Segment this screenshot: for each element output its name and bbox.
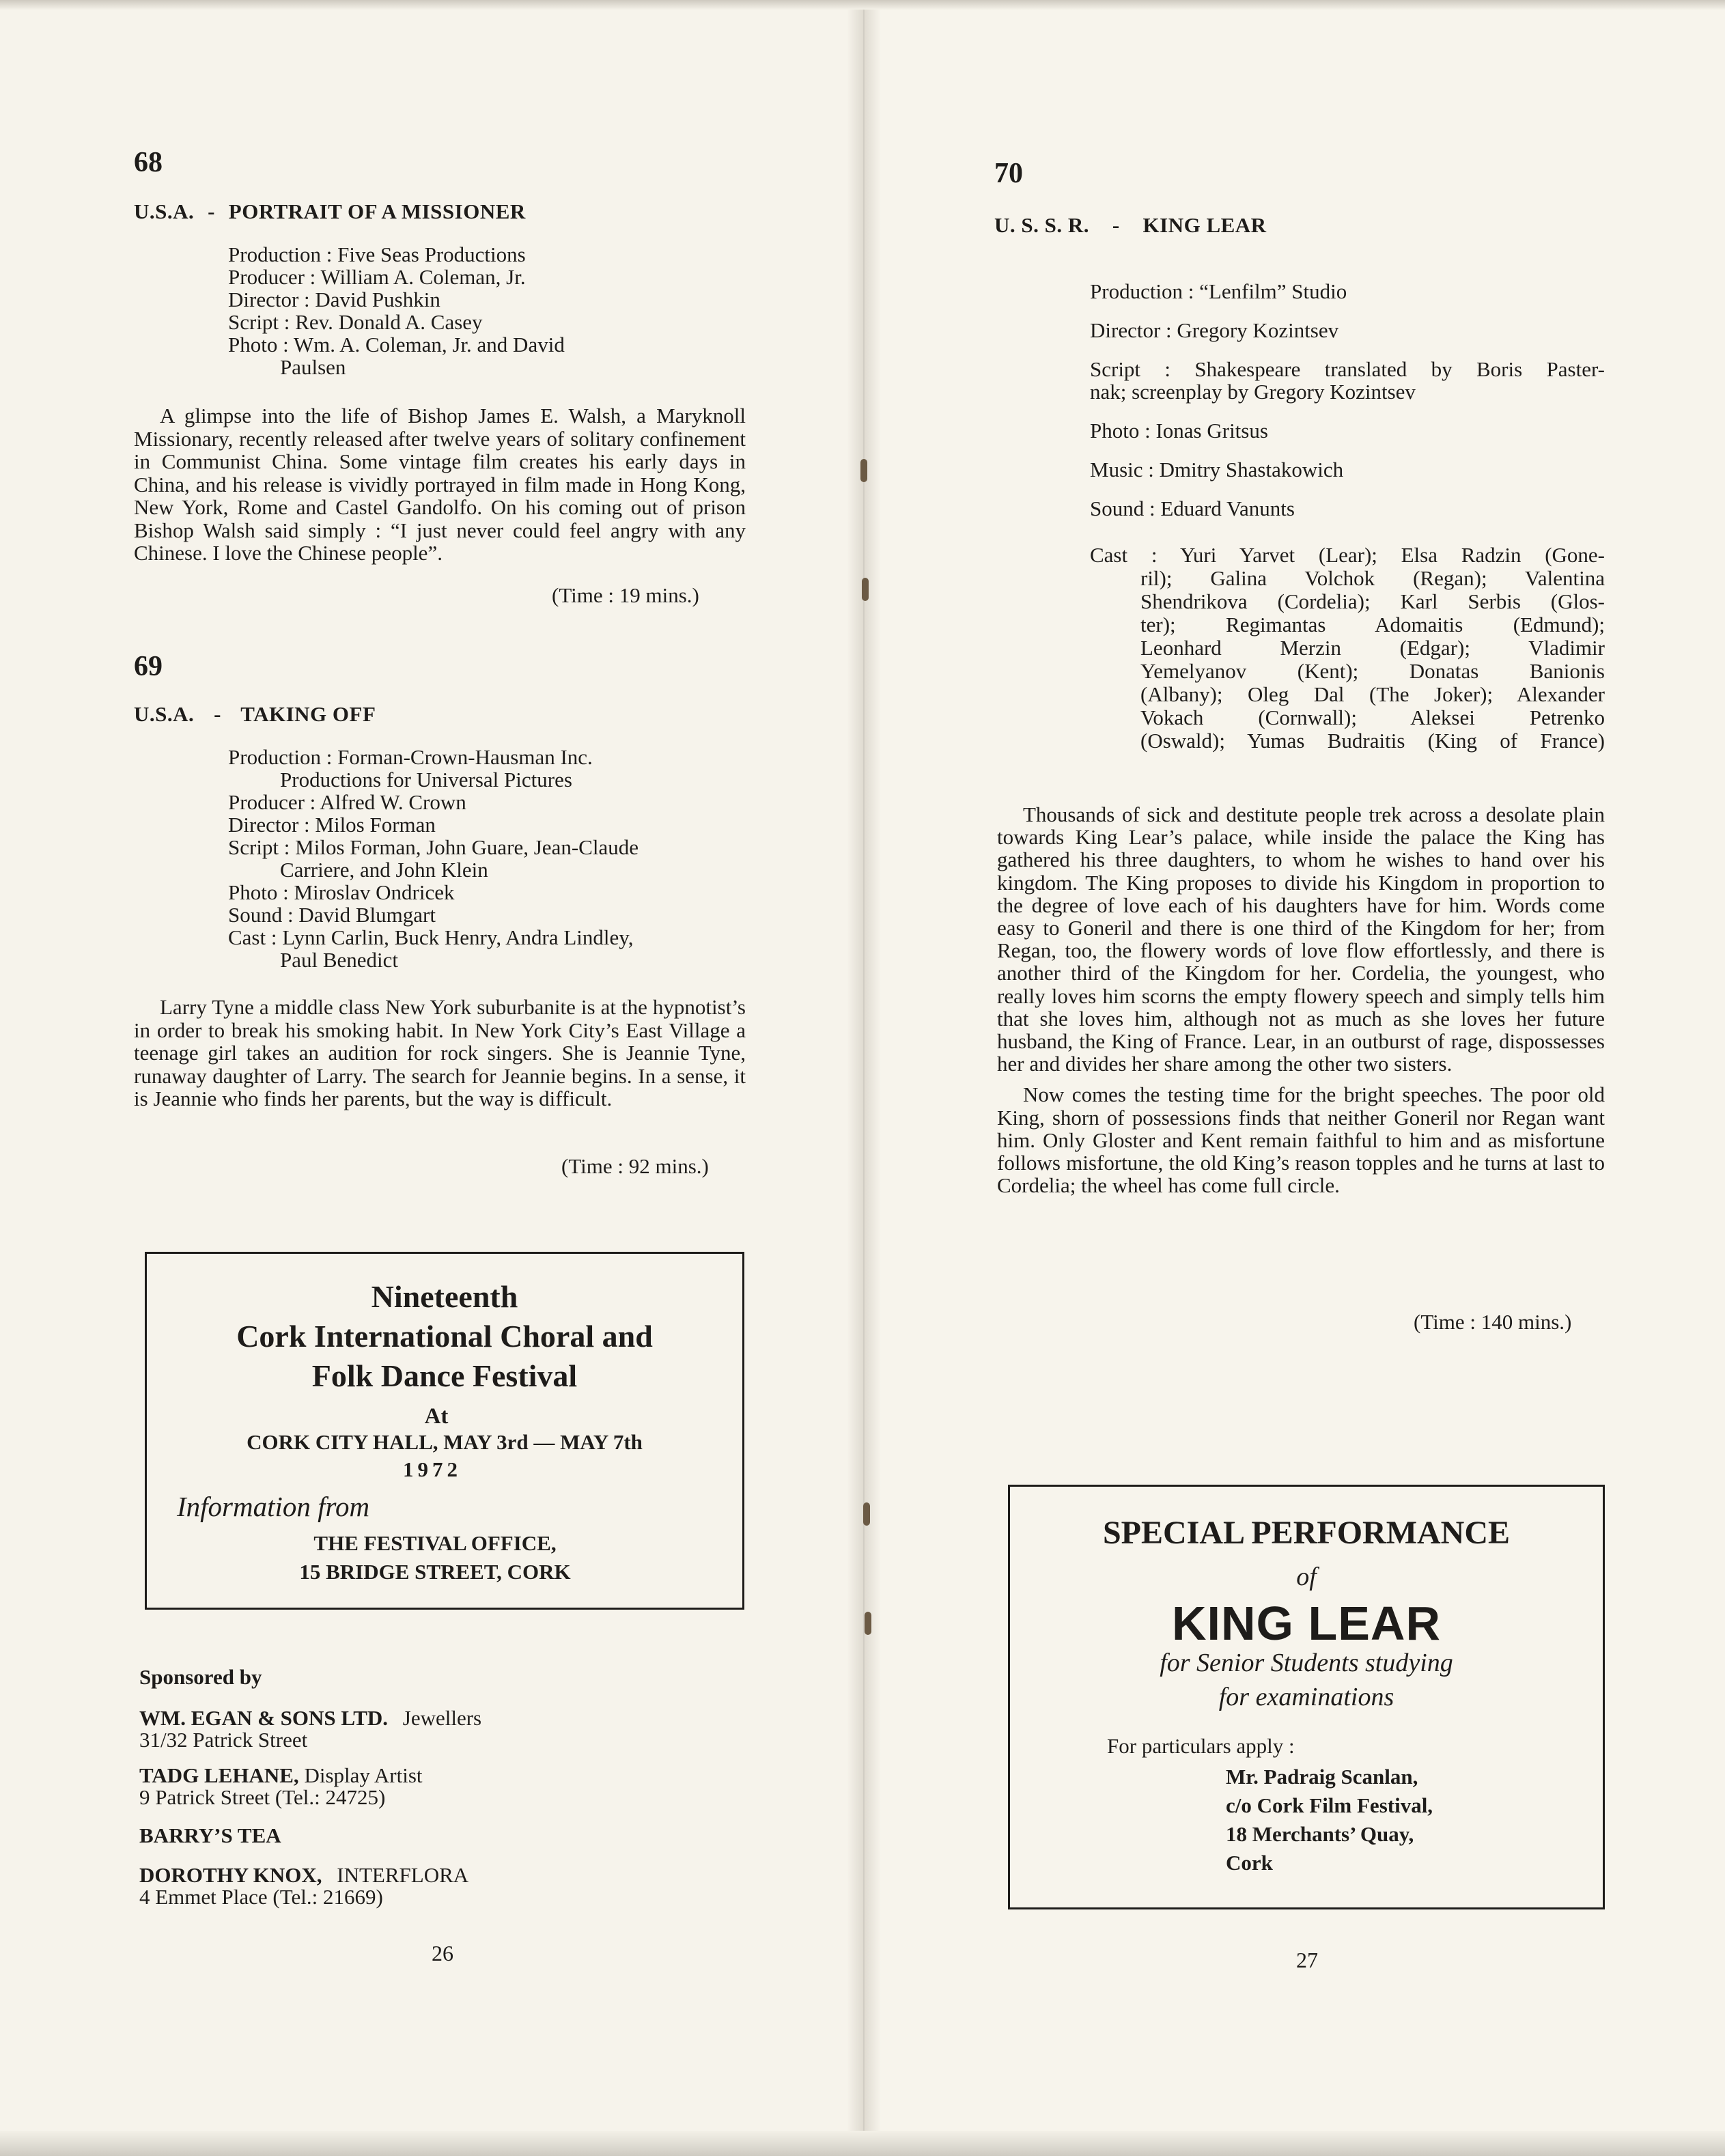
festival-year: 1972 — [403, 1457, 462, 1481]
credit-line: Cast : Lynn Carlin, Buck Henry, Andra Lindley, — [228, 925, 634, 949]
page-number-left: 26 — [432, 1941, 453, 1965]
entry-country: U.S.A. — [134, 199, 195, 223]
staple-mark — [865, 1612, 871, 1635]
festival-title-line1: Nineteenth — [371, 1279, 518, 1314]
credit-line: Paul Benedict — [280, 948, 399, 972]
entry-heading-68 — [134, 199, 526, 224]
running-time-68: (Time : 19 mins.) — [552, 583, 699, 607]
address-line: c/o Cork Film Festival, — [1226, 1793, 1433, 1817]
cast-line: Leonhard Merzin (Edgar); Vladimir — [1140, 636, 1605, 660]
festival-at: At — [424, 1404, 449, 1429]
credits-68 — [228, 243, 565, 378]
address-line: Mr. Padraig Scanlan, — [1226, 1765, 1418, 1789]
sponsor-desc: INTERFLORA — [337, 1863, 469, 1887]
credit-line: Paulsen — [280, 355, 346, 379]
credit-line: Sound : David Blumgart — [228, 903, 436, 927]
bottom-edge — [0, 2131, 1725, 2156]
credit-line: Production : “Lenfilm” Studio — [1090, 279, 1347, 303]
credit-line: Productions for Universal Pictures — [280, 768, 572, 792]
sponsor-name: WM. EGAN & SONS LTD. — [139, 1706, 389, 1730]
entry-heading-70 — [994, 213, 1267, 238]
cast-line: (Albany); Oleg Dal (The Joker); Alexander — [1140, 682, 1605, 706]
cast-line: Cast : Yuri Yarvet (Lear); Elsa Radzin (Gone- — [1090, 543, 1605, 567]
festival-title-line2: Cork International Choral and — [236, 1319, 653, 1354]
sponsor-barrys — [139, 1823, 281, 1848]
cast-line: ter); Regimantas Adomaitis (Edmund); — [1140, 613, 1605, 636]
credit-line: Producer : William A. Coleman, Jr. — [228, 265, 526, 289]
special-performance-box — [1008, 1485, 1605, 1909]
entry-title: PORTRAIT OF A MISSIONER — [228, 199, 526, 223]
festival-address: 15 BRIDGE STREET, CORK — [299, 1560, 571, 1584]
entry-country: U. S. S. R. — [994, 213, 1090, 237]
sponsor-egan — [139, 1706, 481, 1731]
book-gutter — [847, 0, 881, 2156]
cast-line: ril); Galina Volchok (Regan); Valentina — [1140, 566, 1605, 590]
sponsor-name: TADG LEHANE, — [139, 1763, 299, 1787]
credit-line: Director : Milos Forman — [228, 813, 436, 837]
credit-line: Producer : Alfred W. Crown — [228, 790, 466, 814]
credit-line: Production : Forman-Crown-Hausman Inc. — [228, 745, 593, 769]
festival-venue: CORK CITY HALL, MAY 3rd — MAY 7th — [247, 1430, 643, 1454]
credit-line: Script : Shakespeare translated by Boris Paster- — [1090, 357, 1605, 381]
credit-line: Production : Five Seas Productions — [228, 242, 526, 266]
sponsor-name: BARRY’S TEA — [139, 1823, 281, 1847]
entry-heading-69 — [134, 702, 376, 727]
entry-separator: - — [1112, 213, 1120, 237]
staple-mark — [860, 459, 867, 482]
credits-70 — [1090, 280, 1605, 520]
sponsor-address: 31/32 Patrick Street — [139, 1728, 308, 1752]
synopsis-68 — [134, 404, 746, 565]
credit-line: Director : David Pushkin — [228, 288, 440, 311]
page-number-right: 27 — [1296, 1948, 1318, 1972]
cast-70 — [1090, 544, 1605, 753]
festival-title-line3: Folk Dance Festival — [311, 1358, 578, 1393]
sponsors-heading: Sponsored by — [139, 1665, 262, 1689]
credit-line: Carriere, and John Klein — [280, 858, 488, 882]
credits-69 — [228, 746, 639, 971]
entry-country: U.S.A. — [134, 702, 195, 726]
credit-line: Script : Milos Forman, John Guare, Jean-Claude — [228, 835, 639, 859]
sponsor-address: 4 Emmet Place (Tel.: 21669) — [139, 1885, 383, 1909]
staple-mark — [863, 1502, 870, 1526]
special-of: of — [1296, 1563, 1317, 1591]
special-audience-line1: for Senior Students studying — [1160, 1649, 1453, 1677]
address-line: Cork — [1226, 1851, 1273, 1875]
sponsor-knox — [139, 1863, 468, 1888]
special-contact-address — [1226, 1763, 1433, 1877]
credit-line: Script : Rev. Donald A. Casey — [228, 310, 483, 334]
credit-line: Sound : Eduard Vanunts — [1090, 496, 1295, 520]
staple-mark — [862, 578, 869, 601]
synopsis-paragraph: Larry Tyne a middle class New York suburbanite is at the hypnotist’s in order to break his smoking habit. In New York City’s East Village a teenage girl takes an audition for rock singers. She is Jeannie Tyne, runaway daughter of Larry. The search for Jeannie begins. In a sense, it is Jeannie who finds her parents, but the way is difficult. — [134, 995, 746, 1110]
entry-number-68: 68 — [134, 147, 163, 178]
entry-title: KING LEAR — [1142, 213, 1267, 237]
credit-line: nak; screenplay by Gregory Kozintsev — [1090, 380, 1416, 404]
credit-line: Music : Dmitry Shastakowich — [1090, 458, 1344, 481]
synopsis-paragraph: Thousands of sick and destitute people trek across a desolate plain towards King Lear’s palace, while inside the palace the King has gathered his three daughters, to whom he wishes to hand over his kingdom. The King proposes to divide his Kingdom in proportion to the degree of love each of his daughters have for him. Words come easy to Goneril and there is one third of the Kingdom for her; from Regan, too, the flowery words of love flow effortlessly, and there is another third of the Kingdom for her. Cordelia, the youngest, who really loves him scorns the empty flowery speech and simply tells him that she loves him, although not as much as she loves her future husband, the King of France. Lear, in an outburst of rage, dispossesses her and divides her share among the other two sisters. — [997, 802, 1605, 1076]
cast-line: Shendrikova (Cordelia); Karl Serbis (Glos- — [1140, 589, 1605, 613]
festival-info-label: Information from — [177, 1491, 370, 1522]
festival-office: THE FESTIVAL OFFICE, — [313, 1531, 557, 1555]
credit-line: Photo : Miroslav Ondricek — [228, 880, 455, 904]
special-audience-line2: for examinations — [1218, 1683, 1394, 1711]
cast-line: Vokach (Cornwall); Aleksei Petrenko — [1140, 705, 1605, 729]
cast-line: Yemelyanov (Kent); Donatas Banionis — [1140, 659, 1605, 683]
cast-line: (Oswald); Yumas Budraitis (King of France) — [1140, 729, 1605, 753]
entry-separator: - — [214, 702, 221, 726]
sponsor-desc: Jewellers — [402, 1706, 482, 1730]
entry-title: TAKING OFF — [240, 702, 376, 726]
sponsor-address: 9 Patrick Street (Tel.: 24725) — [139, 1785, 386, 1809]
credit-line: Photo : Wm. A. Coleman, Jr. and David — [228, 333, 565, 356]
festival-advert-box — [145, 1252, 744, 1610]
special-film-title: KING LEAR — [1172, 1597, 1441, 1650]
credit-line: Director : Gregory Kozintsev — [1090, 318, 1339, 342]
sponsor-desc: Display Artist — [304, 1763, 423, 1787]
synopsis-69 — [134, 996, 746, 1110]
running-time-70: (Time : 140 mins.) — [1414, 1310, 1572, 1334]
special-title: SPECIAL PERFORMANCE — [1102, 1515, 1511, 1551]
address-line: 18 Merchants’ Quay, — [1226, 1822, 1414, 1846]
special-apply-label: For particulars apply : — [1107, 1734, 1295, 1758]
synopsis-70 — [997, 803, 1605, 1196]
sponsor-name: DOROTHY KNOX, — [139, 1863, 322, 1887]
sponsor-lehane — [139, 1763, 423, 1788]
entry-number-69: 69 — [134, 651, 163, 682]
entry-separator: - — [208, 199, 215, 223]
entry-number-70: 70 — [994, 158, 1023, 189]
synopsis-paragraph: A glimpse into the life of Bishop James E. Walsh, a Maryknoll Missionary, recently released after twelve years of solitary confinement in Communist China. Some vintage film creates his early days in China, and his release is vividly portrayed in film made in Hong Kong, New York, Rome and Castel Gandolfo. On his coming out of prison Bishop Walsh said simply : “I just never could feel angry with any Chinese. I love the Chinese people”. — [134, 404, 746, 565]
running-time-69: (Time : 92 mins.) — [561, 1154, 709, 1178]
synopsis-paragraph: Now comes the testing time for the bright speeches. The poor old King, shorn of possessions finds that neither Goneril nor Regan want him. Only Gloster and Kent remain faithful to him and as misfortune follows misfortune, the old King’s reason topples and he turns at last to Cordelia; the wheel has come full circle. — [997, 1082, 1605, 1198]
top-edge — [0, 0, 1725, 10]
credit-line: Photo : Ionas Gritsus — [1090, 419, 1268, 443]
